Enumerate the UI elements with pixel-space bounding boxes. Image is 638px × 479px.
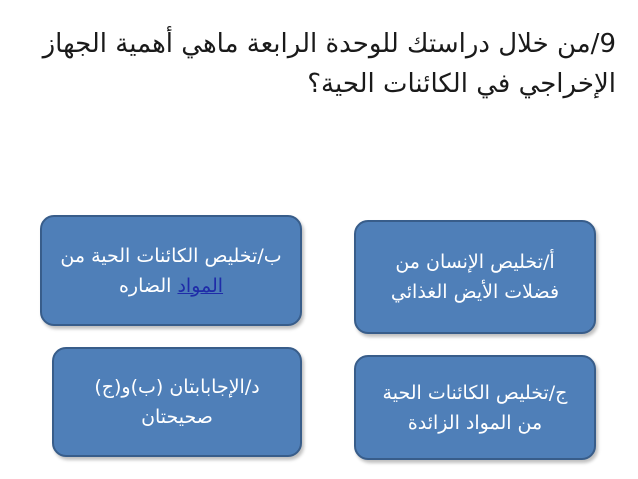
answer-option-d[interactable] [52, 347, 302, 457]
option-c-line1: ج/تخليص الكائنات الحية [382, 381, 568, 404]
option-c-line2: من المواد الزائدة [407, 411, 543, 434]
answer-option-a[interactable] [354, 220, 596, 334]
question-text: 9/من خلال دراستك للوحدة الرابعة ماهي أهمية الجهاز الإخراجي في الكائنات الحية؟ [42, 29, 616, 99]
option-a-line1: أ/تخليص الإنسان من [395, 251, 555, 273]
option-b-rest: الضاره [118, 274, 178, 297]
option-b-line1: ب/تخليص الكائنات الحية من [60, 244, 282, 267]
answer-option-b[interactable] [40, 215, 302, 326]
option-a-line2: فضلات الأيض الغذائي [390, 281, 560, 303]
option-b-link[interactable]: المواد [177, 274, 224, 297]
option-d-line1: د/الإجابابتان (ب)و(ج) [94, 376, 260, 398]
answer-option-c[interactable] [354, 355, 596, 460]
option-d-line2: صحيحتان [141, 406, 213, 428]
